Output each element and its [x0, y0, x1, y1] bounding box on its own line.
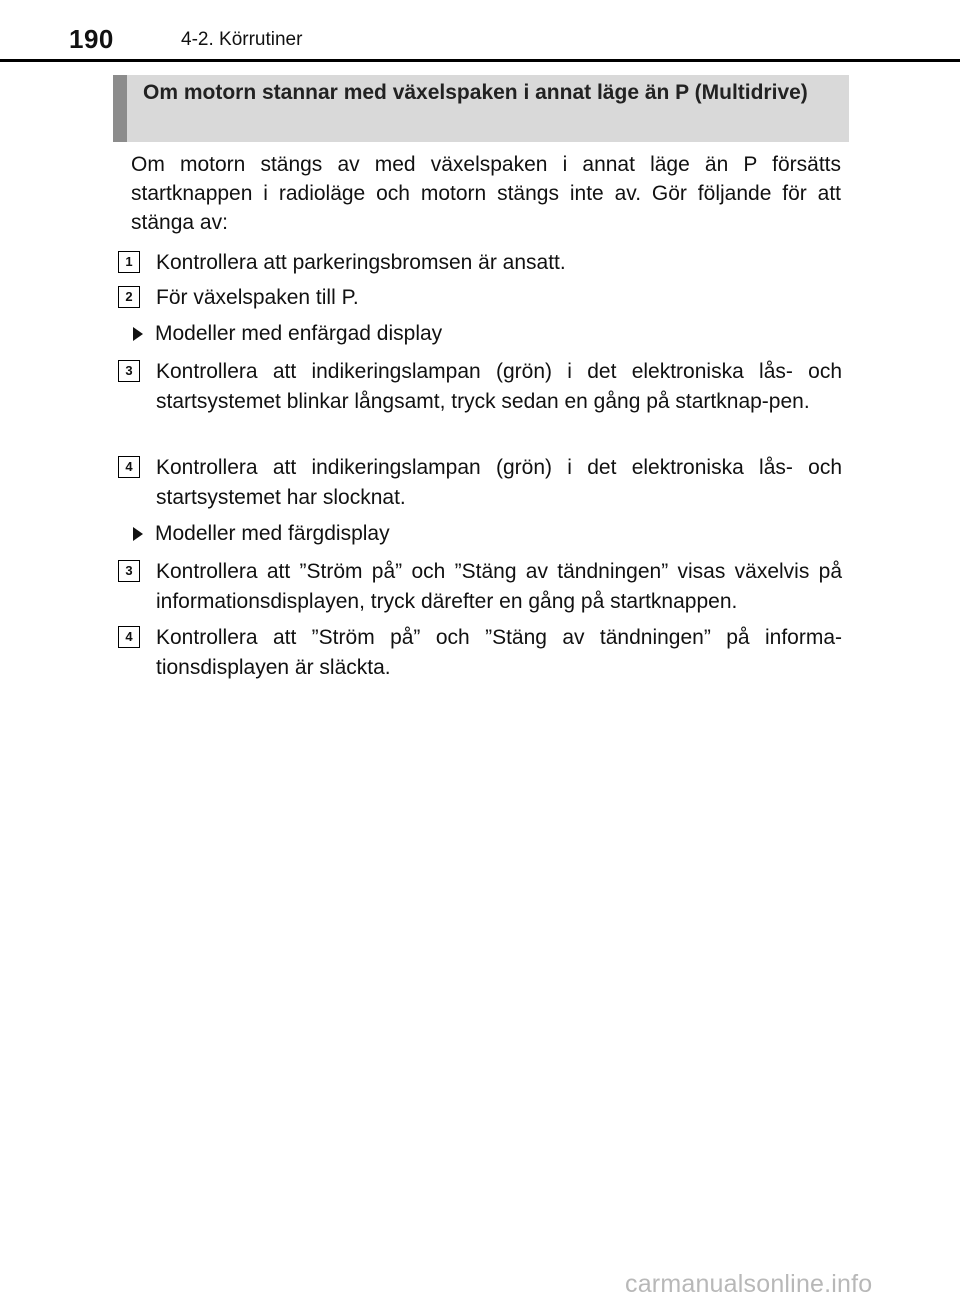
section-heading-box: [113, 75, 849, 142]
intro-paragraph: Om motorn stängs av med växelspaken i annat läge än P försätts startknappen i radioläge och motorn stängs inte av. Gör följande för att stänga av:: [131, 153, 841, 234]
model-variant-label: Modeller med färgdisplay: [155, 522, 390, 545]
header-rule: [0, 59, 960, 62]
step-text: Kontrollera att ”Ström på” och ”Stäng av tändningen” på informa-tionsdisplayen är släckta.: [156, 626, 842, 679]
step-text: Kontrollera att indikeringslampan (grön) i det elektroniska lås- och startsystemet har slocknat.: [156, 456, 842, 509]
step-number-badge: 3: [118, 360, 140, 382]
model-variant-color: [133, 519, 833, 549]
watermark: carmanualsonline.info: [625, 1270, 873, 1298]
step-number-badge: 2: [118, 286, 140, 308]
page-number: 190: [69, 24, 114, 54]
step-number-badge: 4: [118, 456, 140, 478]
model-variant-monochrome: [133, 319, 833, 349]
section-title: 4-2. Körrutiner: [181, 29, 303, 50]
step-number-badge: 3: [118, 560, 140, 582]
section-heading: Om motorn stannar med växelspaken i annat läge än P (Multidrive): [143, 81, 808, 104]
model-variant-label: Modeller med enfärgad display: [155, 322, 443, 345]
triangle-bullet-icon: [133, 527, 143, 541]
step-text: Kontrollera att indikeringslampan (grön) i det elektroniska lås- och startsystemet blinkar långsamt, tryck sedan en gång på startknap-pen.: [156, 360, 842, 413]
page-header: [0, 0, 960, 62]
step-text: För växelspaken till P.: [156, 286, 359, 309]
step-text: Kontrollera att ”Ström på” och ”Stäng av tändningen” visas växelvis på informationsdisplayen, tryck därefter en gång på startknappen.: [156, 560, 842, 613]
step-number-badge: 4: [118, 626, 140, 648]
step-text: Kontrollera att parkeringsbromsen är ansatt.: [156, 251, 566, 274]
triangle-bullet-icon: [133, 327, 143, 341]
step-number-badge: 1: [118, 251, 140, 273]
